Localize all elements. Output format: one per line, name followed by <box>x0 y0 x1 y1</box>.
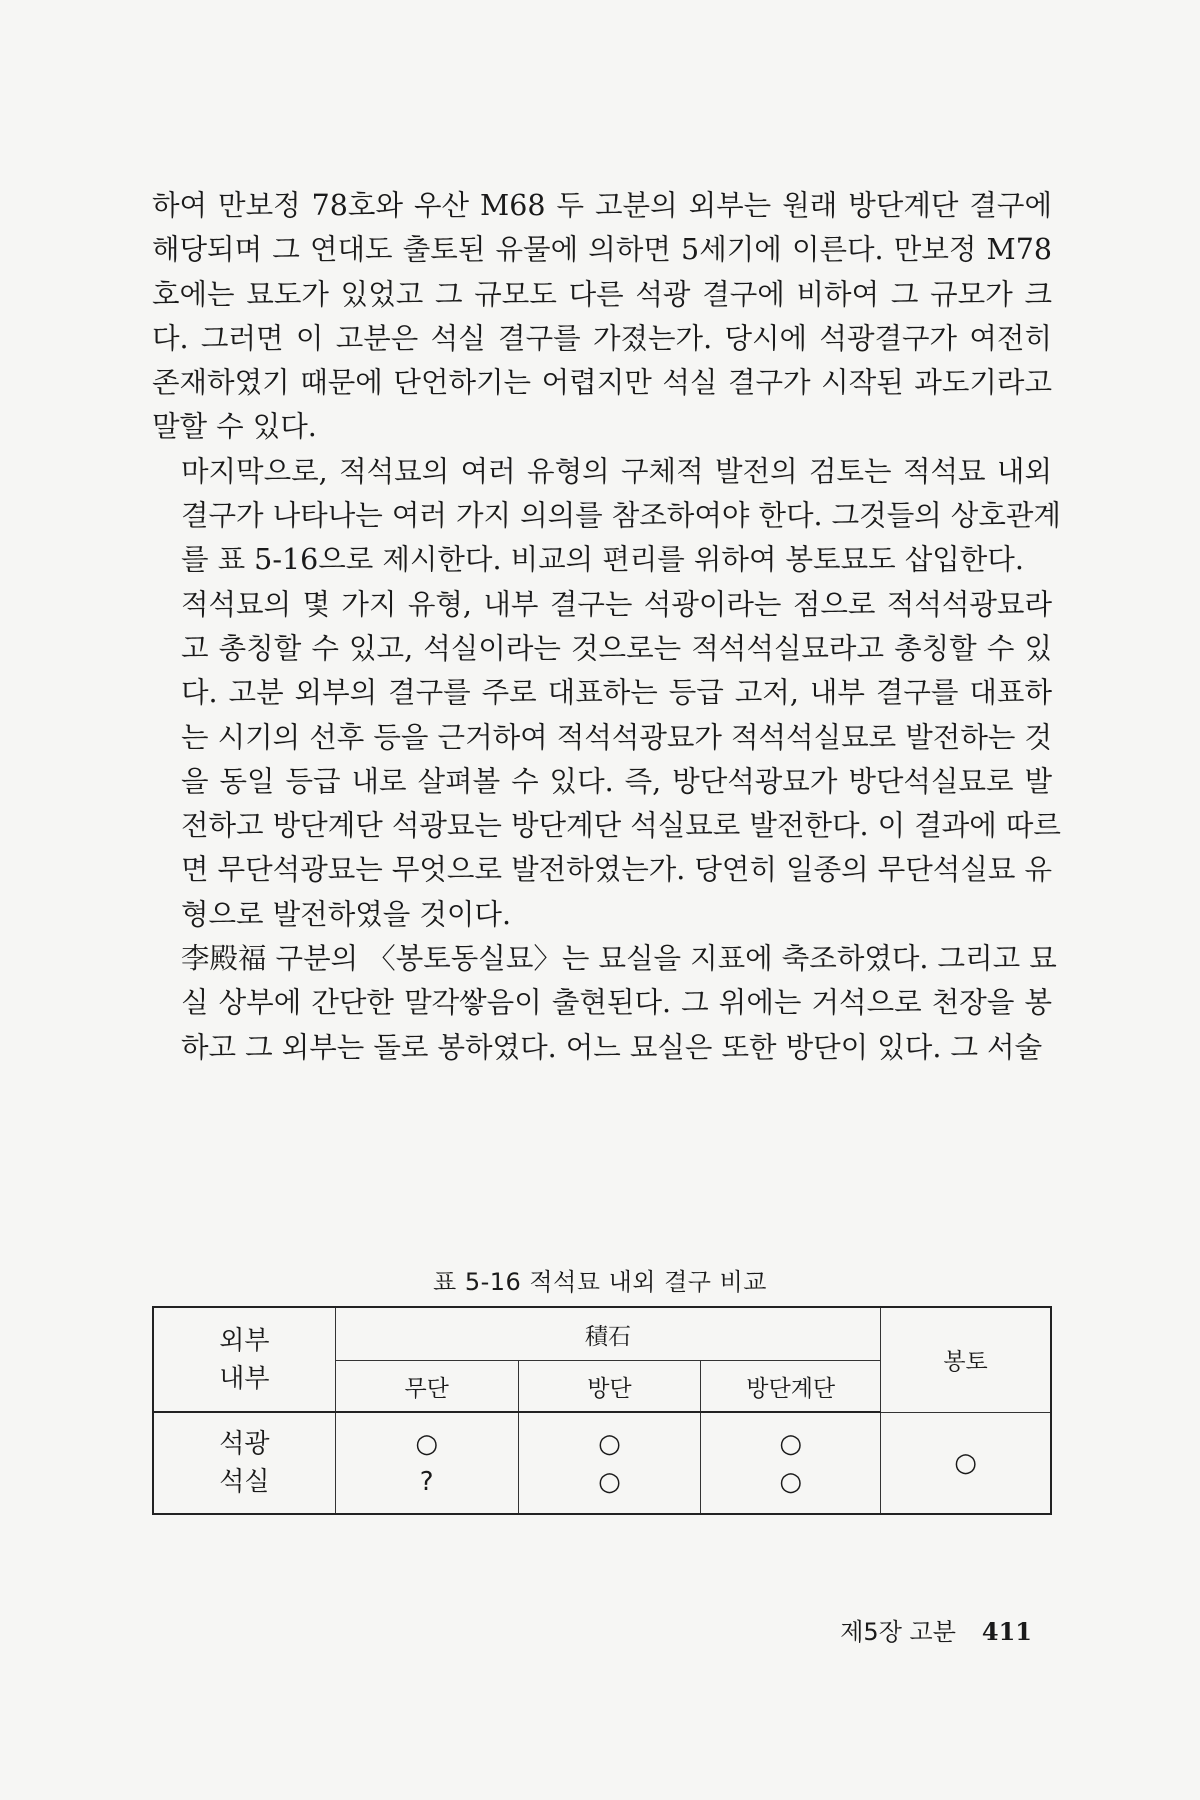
page-number: 411 <box>981 1617 1032 1646</box>
table-corner-header <box>153 1307 335 1412</box>
cell-seokgwang-bangdan: ○ <box>598 1429 621 1459</box>
cell-mudan <box>335 1412 518 1514</box>
chapter-label: 제5장 고분 <box>840 1618 956 1646</box>
paragraph <box>152 450 1061 583</box>
col-header-bongto: 봉토 <box>881 1307 1051 1412</box>
text-line: 말할 수 있다. <box>152 410 317 444</box>
cell-seoksil-bangdan: ○ <box>598 1467 621 1497</box>
text-line: 결구가 나타나는 여러 가지 의의를 참조하여야 한다. 그것들의 상호관계 <box>181 499 1061 533</box>
text-line: 면 무단석광묘는 무엇으로 발전하였는가. 당연히 일종의 무단석실묘 유 <box>181 853 1052 887</box>
cell-bangdan <box>518 1412 701 1514</box>
text-line: 존재하였기 때문에 단언하기는 어렵지만 석실 결구가 시작된 과도기라고 <box>152 366 1052 400</box>
text-line: 호에는 묘도가 있었고 그 규모도 다른 석광 결구에 비하여 그 규모가 크 <box>152 277 1052 311</box>
cell-bongto <box>881 1412 1051 1514</box>
paragraph <box>152 937 1057 1070</box>
page-footer <box>840 1612 1032 1647</box>
text-line: 고 총칭할 수 있고, 석실이라는 것으로는 적석석실묘라고 총칭할 수 있 <box>181 631 1052 665</box>
cell-seoksil-bongto: ○ <box>954 1447 977 1478</box>
col-header-bangdan-gyedan: 방단계단 <box>701 1361 881 1413</box>
col-header-mudan: 무단 <box>335 1361 518 1413</box>
cell-seokgwang-gyedan: ○ <box>779 1429 803 1459</box>
cell-bangdan-gyedan <box>701 1412 881 1514</box>
cell-seoksil-gyedan: ○ <box>779 1467 803 1497</box>
paragraph <box>152 184 1052 450</box>
row-header-seoksil: 석실 <box>219 1467 270 1497</box>
table-caption: 표 5-16 적석묘 내외 결구 비교 <box>433 1268 767 1296</box>
text-line: 다. 고분 외부의 결구를 주로 대표하는 등급 고저, 내부 결구를 대표하 <box>181 676 1052 710</box>
text-line: 하여 만보정 78호와 우산 M68 두 고분의 외부는 원래 방단계단 결구에 <box>152 189 1052 222</box>
text-line: 李殿福 구분의 〈봉토동실묘〉는 묘실을 지표에 축조하였다. 그리고 묘 <box>181 942 1057 976</box>
cell-seoksil-mudan: ? <box>419 1467 434 1497</box>
text-line: 해당되며 그 연대도 출토된 유물에 의하면 5세기에 이른다. 만보정 M78 <box>152 233 1052 267</box>
cell-seokgwang-mudan: ○ <box>415 1429 438 1459</box>
text-line: 적석묘의 몇 가지 유형, 내부 결구는 석광이라는 점으로 적석석광묘라 <box>181 587 1052 621</box>
text-line: 을 동일 등급 내로 살펴볼 수 있다. 즉, 방단석광묘가 방단석실묘로 발 <box>181 764 1052 798</box>
text-line: 마지막으로, 적석묘의 여러 유형의 구체적 발전의 검토는 적석묘 내외 <box>181 454 1052 488</box>
text-line: 는 시기의 선후 등을 근거하여 적석석광묘가 적석석실묘로 발전하는 것 <box>181 720 1052 754</box>
text-line: 다. 그러면 이 고분은 석실 결구를 가졌는가. 당시에 석광결구가 여전히 <box>152 321 1052 355</box>
paragraph <box>152 583 1061 937</box>
comparison-table <box>152 1306 1052 1515</box>
text-line: 를 표 5-16으로 제시한다. 비교의 편리를 위하여 봉토묘도 삽입한다. <box>181 543 1024 577</box>
text-line: 실 상부에 간단한 말각쌓음이 출현된다. 그 위에는 거석으로 천장을 봉 <box>181 986 1052 1020</box>
col-header-bangdan: 방단 <box>518 1361 701 1413</box>
corner-exterior-label: 외부 <box>219 1325 270 1356</box>
text-line: 전하고 방단계단 석광묘는 방단계단 석실묘로 발전한다. 이 결과에 따르 <box>181 809 1061 843</box>
text-line: 형으로 발전하였을 것이다. <box>181 897 512 931</box>
row-header-seokgwang: 석광 <box>219 1429 270 1459</box>
group-header-jeokseok: 積石 <box>335 1307 880 1361</box>
corner-interior-label: 내부 <box>219 1363 270 1394</box>
body-text <box>152 184 1061 1070</box>
text-line: 하고 그 외부는 돌로 봉하였다. 어느 묘실은 또한 방단이 있다. 그 서술 <box>181 1030 1043 1064</box>
row-headers <box>153 1412 335 1514</box>
